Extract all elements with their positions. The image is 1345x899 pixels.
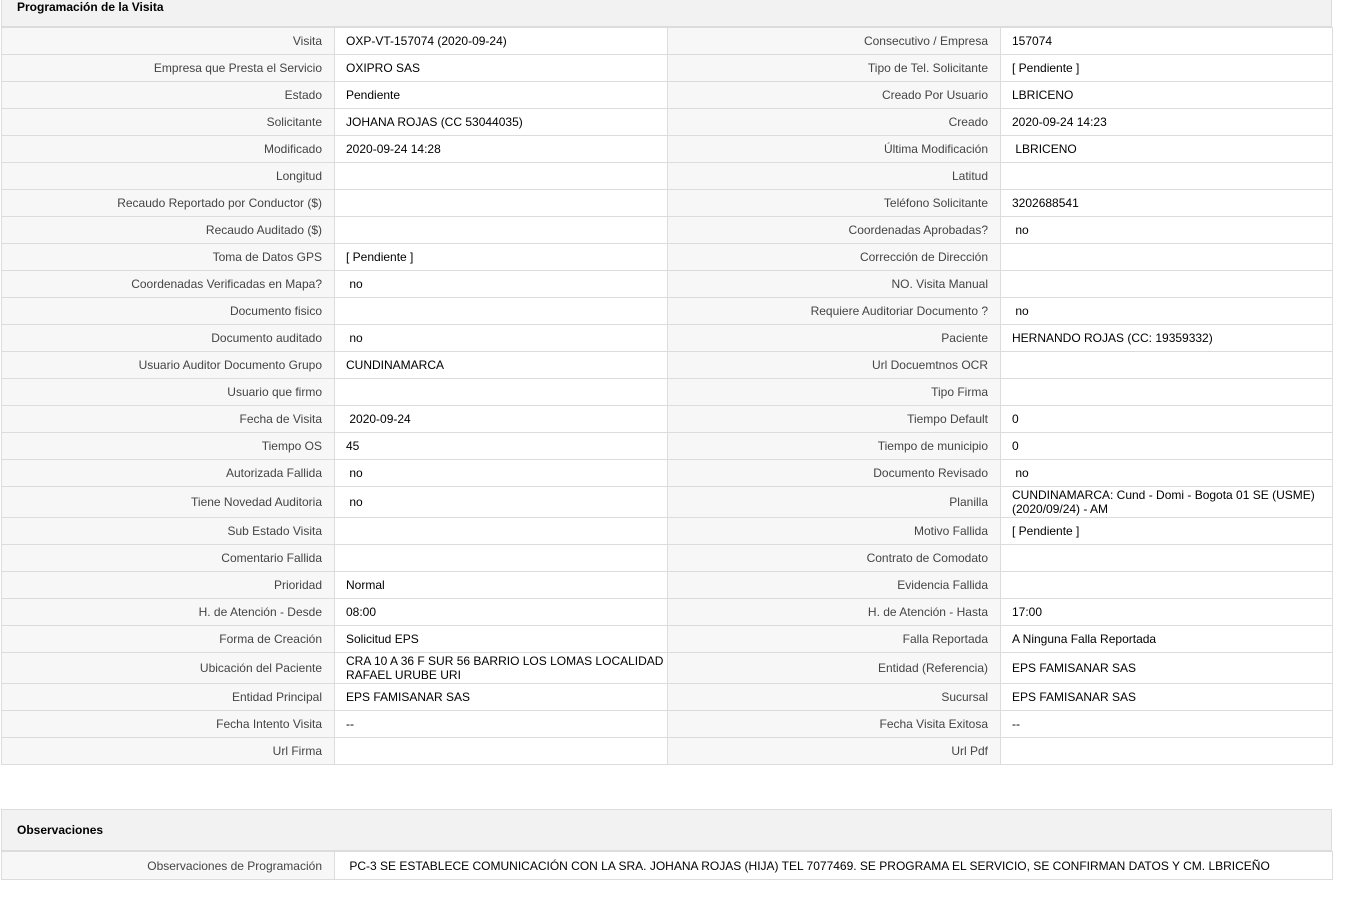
table-row bbox=[2, 352, 1333, 379]
field-label: Entidad (Referencia) bbox=[668, 653, 1001, 684]
field-label: H. de Atención - Hasta bbox=[668, 599, 1001, 626]
table-row bbox=[2, 28, 1333, 55]
section-header-programacion bbox=[1, 0, 1332, 27]
table-row bbox=[2, 626, 1333, 653]
table-row bbox=[2, 217, 1333, 244]
field-value: 157074 bbox=[1001, 28, 1333, 55]
observaciones-table bbox=[1, 851, 1333, 880]
table-row bbox=[2, 109, 1333, 136]
field-label: Paciente bbox=[668, 325, 1001, 352]
field-label: Visita bbox=[2, 28, 335, 55]
field-label: Solicitante bbox=[2, 109, 335, 136]
field-value: 0 bbox=[1001, 406, 1333, 433]
field-value: 0 bbox=[1001, 433, 1333, 460]
field-label: Empresa que Presta el Servicio bbox=[2, 55, 335, 82]
field-label: Fecha de Visita bbox=[2, 406, 335, 433]
field-value bbox=[1001, 379, 1333, 406]
field-label: Evidencia Fallida bbox=[668, 572, 1001, 599]
field-label: Comentario Fallida bbox=[2, 545, 335, 572]
field-label: Recaudo Auditado ($) bbox=[2, 217, 335, 244]
field-label: Motivo Fallida bbox=[668, 518, 1001, 545]
field-value: no bbox=[335, 271, 668, 298]
field-label: Tiempo OS bbox=[2, 433, 335, 460]
field-value bbox=[335, 545, 668, 572]
table-row bbox=[2, 325, 1333, 352]
table-row bbox=[2, 298, 1333, 325]
field-value: HERNANDO ROJAS (CC: 19359332) bbox=[1001, 325, 1333, 352]
field-value bbox=[335, 163, 668, 190]
field-label: Contrato de Comodato bbox=[668, 545, 1001, 572]
table-row bbox=[2, 487, 1333, 518]
field-label: H. de Atención - Desde bbox=[2, 599, 335, 626]
field-value: Pendiente bbox=[335, 82, 668, 109]
field-value: 08:00 bbox=[335, 599, 668, 626]
field-value: CUNDINAMARCA: Cund - Domi - Bogota 01 SE (USME) (2020/09/24) - AM bbox=[1001, 487, 1333, 518]
field-value: [ Pendiente ] bbox=[1001, 55, 1333, 82]
field-value: A Ninguna Falla Reportada bbox=[1001, 626, 1333, 653]
field-label: Ubicación del Paciente bbox=[2, 653, 335, 684]
field-value: 45 bbox=[335, 433, 668, 460]
field-value: no bbox=[1001, 217, 1333, 244]
field-label: Falla Reportada bbox=[668, 626, 1001, 653]
field-label: NO. Visita Manual bbox=[668, 271, 1001, 298]
field-value bbox=[1001, 271, 1333, 298]
field-value: OXIPRO SAS bbox=[335, 55, 668, 82]
field-value bbox=[1001, 352, 1333, 379]
field-label: Última Modificación bbox=[668, 136, 1001, 163]
field-label: Modificado bbox=[2, 136, 335, 163]
table-row bbox=[2, 136, 1333, 163]
field-value: no bbox=[335, 487, 668, 518]
field-value: -- bbox=[335, 711, 668, 738]
field-value bbox=[1001, 545, 1333, 572]
field-label: Url Firma bbox=[2, 738, 335, 765]
field-value: EPS FAMISANAR SAS bbox=[1001, 653, 1333, 684]
field-label: Prioridad bbox=[2, 572, 335, 599]
field-value: 17:00 bbox=[1001, 599, 1333, 626]
field-value: 2020-09-24 bbox=[335, 406, 668, 433]
field-value: Normal bbox=[335, 572, 668, 599]
field-value bbox=[335, 738, 668, 765]
table-row bbox=[2, 271, 1333, 298]
table-row bbox=[2, 518, 1333, 545]
field-value: PC-3 SE ESTABLECE COMUNICACIÓN CON LA SRA. JOHANA ROJAS (HIJA) TEL 7077469. SE PROGRAMA EL SERVICIO, SE CONFIRMAN DATOS Y CM. LBRICEÑO bbox=[335, 852, 1333, 880]
field-label: Documento Revisado bbox=[668, 460, 1001, 487]
table-row bbox=[2, 599, 1333, 626]
field-value: Solicitud EPS bbox=[335, 626, 668, 653]
field-value: no bbox=[1001, 298, 1333, 325]
field-label: Fecha Intento Visita bbox=[2, 711, 335, 738]
table-row bbox=[2, 433, 1333, 460]
field-label: Fecha Visita Exitosa bbox=[668, 711, 1001, 738]
field-label: Creado bbox=[668, 109, 1001, 136]
field-label: Recaudo Reportado por Conductor ($) bbox=[2, 190, 335, 217]
field-label: Usuario Auditor Documento Grupo bbox=[2, 352, 335, 379]
field-value bbox=[1001, 572, 1333, 599]
field-value bbox=[335, 217, 668, 244]
field-value: no bbox=[335, 460, 668, 487]
field-label: Estado bbox=[2, 82, 335, 109]
field-value: LBRICENO bbox=[1001, 136, 1333, 163]
field-label: Tipo Firma bbox=[668, 379, 1001, 406]
section-title: Observaciones bbox=[17, 823, 104, 837]
field-value: CUNDINAMARCA bbox=[335, 352, 668, 379]
observaciones-panel bbox=[1, 851, 1332, 880]
field-value bbox=[335, 190, 668, 217]
section-header-observaciones bbox=[1, 809, 1332, 851]
field-value bbox=[335, 518, 668, 545]
field-value: 2020-09-24 14:28 bbox=[335, 136, 668, 163]
table-row bbox=[2, 82, 1333, 109]
field-label: Creado Por Usuario bbox=[668, 82, 1001, 109]
field-value: 2020-09-24 14:23 bbox=[1001, 109, 1333, 136]
field-label: Tiempo de municipio bbox=[668, 433, 1001, 460]
field-value: [ Pendiente ] bbox=[335, 244, 668, 271]
field-label: Url Pdf bbox=[668, 738, 1001, 765]
table-row bbox=[2, 55, 1333, 82]
field-value: -- bbox=[1001, 711, 1333, 738]
field-label: Consecutivo / Empresa bbox=[668, 28, 1001, 55]
table-row bbox=[2, 406, 1333, 433]
field-label: Sucursal bbox=[668, 684, 1001, 711]
section-title: Programación de la Visita bbox=[17, 0, 164, 14]
field-label: Entidad Principal bbox=[2, 684, 335, 711]
table-row bbox=[2, 852, 1333, 880]
table-row bbox=[2, 244, 1333, 271]
field-value: no bbox=[335, 325, 668, 352]
field-value: EPS FAMISANAR SAS bbox=[1001, 684, 1333, 711]
table-row bbox=[2, 738, 1333, 765]
field-label: Tipo de Tel. Solicitante bbox=[668, 55, 1001, 82]
table-row bbox=[2, 572, 1333, 599]
field-label: Usuario que firmo bbox=[2, 379, 335, 406]
field-label: Tiempo Default bbox=[668, 406, 1001, 433]
field-value: JOHANA ROJAS (CC 53044035) bbox=[335, 109, 668, 136]
field-value: no bbox=[1001, 460, 1333, 487]
visit-details-table bbox=[1, 27, 1333, 765]
field-label: Requiere Auditoriar Documento ? bbox=[668, 298, 1001, 325]
field-value: LBRICENO bbox=[1001, 82, 1333, 109]
field-label: Documento auditado bbox=[2, 325, 335, 352]
field-label: Forma de Creación bbox=[2, 626, 335, 653]
field-label: Toma de Datos GPS bbox=[2, 244, 335, 271]
field-label: Documento fisico bbox=[2, 298, 335, 325]
field-value: 3202688541 bbox=[1001, 190, 1333, 217]
table-row bbox=[2, 545, 1333, 572]
field-label: Longitud bbox=[2, 163, 335, 190]
field-label: Coordenadas Aprobadas? bbox=[668, 217, 1001, 244]
field-label: Coordenadas Verificadas en Mapa? bbox=[2, 271, 335, 298]
table-row bbox=[2, 653, 1333, 684]
field-label: Url Docuemtnos OCR bbox=[668, 352, 1001, 379]
field-value bbox=[335, 379, 668, 406]
table-row bbox=[2, 190, 1333, 217]
field-value bbox=[1001, 244, 1333, 271]
field-label: Corrección de Dirección bbox=[668, 244, 1001, 271]
visit-details-panel bbox=[1, 27, 1332, 765]
field-label: Latitud bbox=[668, 163, 1001, 190]
field-value: [ Pendiente ] bbox=[1001, 518, 1333, 545]
field-label: Autorizada Fallida bbox=[2, 460, 335, 487]
field-value: CRA 10 A 36 F SUR 56 BARRIO LOS LOMAS LOCALIDAD RAFAEL URUBE URI bbox=[335, 653, 668, 684]
field-label: Teléfono Solicitante bbox=[668, 190, 1001, 217]
field-value bbox=[335, 298, 668, 325]
table-row bbox=[2, 163, 1333, 190]
table-row bbox=[2, 684, 1333, 711]
field-value bbox=[1001, 163, 1333, 190]
table-row bbox=[2, 379, 1333, 406]
field-value: EPS FAMISANAR SAS bbox=[335, 684, 668, 711]
field-label: Tiene Novedad Auditoria bbox=[2, 487, 335, 518]
field-label: Planilla bbox=[668, 487, 1001, 518]
field-label: Observaciones de Programación bbox=[2, 852, 335, 880]
table-row bbox=[2, 460, 1333, 487]
field-value: OXP-VT-157074 (2020-09-24) bbox=[335, 28, 668, 55]
field-value bbox=[1001, 738, 1333, 765]
field-label: Sub Estado Visita bbox=[2, 518, 335, 545]
table-row bbox=[2, 711, 1333, 738]
